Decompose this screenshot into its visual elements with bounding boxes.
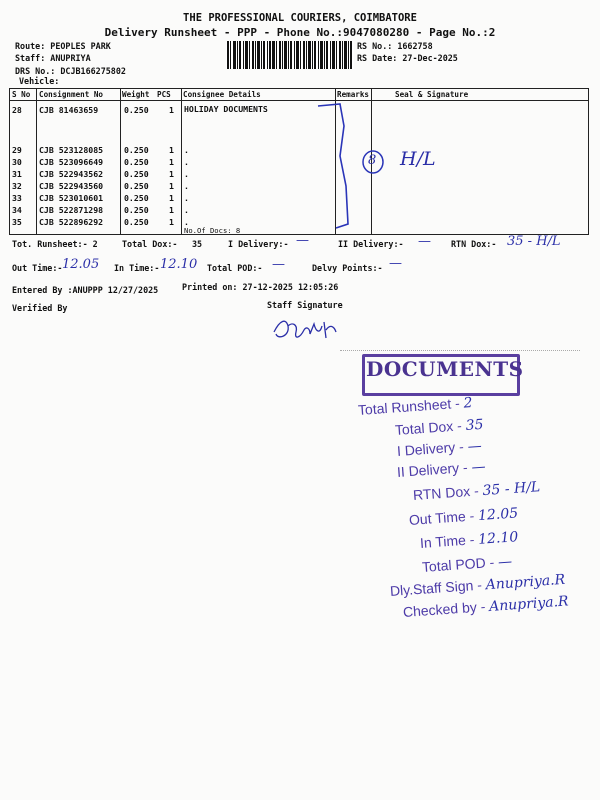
row-weight: 0.250 bbox=[124, 193, 149, 203]
row-sno: 32 bbox=[12, 181, 22, 191]
row-consignment: CJB 522943562 bbox=[39, 169, 104, 179]
rs-date: RS Date: 27-Dec-2025 bbox=[357, 53, 458, 63]
row-sno: 29 bbox=[12, 145, 22, 155]
stamp-label: Out Time - bbox=[408, 507, 475, 528]
consignment-table bbox=[9, 88, 589, 235]
tot-runsheet: Tot. Runsheet:- 2 bbox=[12, 239, 98, 249]
row-pcs: 1 bbox=[169, 217, 174, 227]
total-pod-value: — bbox=[272, 257, 285, 272]
row-consignment: CJB 522871298 bbox=[39, 205, 104, 215]
rs-number: RS No.: 1662758 bbox=[357, 41, 433, 51]
row-consignment: CJB 522943560 bbox=[39, 181, 104, 191]
stamp-label: RTN Dox - bbox=[412, 482, 480, 503]
row-pcs: 1 bbox=[169, 205, 174, 215]
runsheet-subtitle: Delivery Runsheet - PPP - Phone No.:9047080280 - Page No.:2 bbox=[104, 26, 496, 39]
ii-delivery-label: II Delivery:- bbox=[338, 239, 404, 249]
barcode-image bbox=[226, 41, 354, 69]
stamp-total-dox bbox=[394, 416, 484, 439]
header-sno: S No bbox=[12, 90, 31, 99]
rtn-dox-label: RTN Dox:- bbox=[451, 239, 497, 249]
verified-by: Verified By bbox=[12, 303, 68, 313]
total-dox-label: Total Dox:- bbox=[122, 239, 178, 249]
row-pcs: 1 bbox=[169, 105, 174, 115]
header-consignment: Consignment No bbox=[39, 90, 104, 99]
total-dox-value: 35 bbox=[192, 239, 203, 249]
row-pcs: 1 bbox=[169, 157, 174, 167]
stamp-in-time bbox=[419, 528, 518, 552]
stamp-i-delivery bbox=[396, 437, 482, 460]
stamp-value: Anupriya.R bbox=[485, 571, 566, 594]
route-label: Route: PEOPLES PARK bbox=[15, 41, 111, 51]
i-delivery-value: — bbox=[296, 233, 309, 248]
out-time-value: 12.05 bbox=[62, 257, 100, 272]
stamp-value: — bbox=[497, 553, 513, 571]
stamp-label: Total Runsheet - bbox=[357, 394, 461, 418]
in-time-label: In Time:- bbox=[114, 263, 160, 273]
delvy-points-value: — bbox=[389, 256, 402, 271]
row-consignment: CJB 523096649 bbox=[39, 157, 104, 167]
row-pcs: 1 bbox=[169, 145, 174, 155]
stamp-value: — bbox=[470, 458, 487, 476]
row-sno: 33 bbox=[12, 193, 22, 203]
stamp-total-pod bbox=[421, 553, 512, 576]
stamp-label: Checked by - bbox=[402, 598, 486, 620]
stamp-out-time bbox=[408, 504, 518, 529]
stamp-value: 12.10 bbox=[477, 529, 519, 548]
stamp-total-runsheet bbox=[357, 394, 473, 419]
printed-on: Printed on: 27-12-2025 12:05:26 bbox=[182, 282, 339, 292]
row-details: . bbox=[184, 169, 189, 179]
out-time-label: Out Time:- bbox=[12, 263, 63, 273]
staff-signature-image bbox=[270, 312, 350, 348]
stamp-label: Total POD - bbox=[421, 553, 495, 575]
row-weight: 0.250 bbox=[124, 205, 149, 215]
stamp-value: 12.05 bbox=[477, 505, 519, 525]
stamp-value: 35 - H/L bbox=[482, 479, 541, 500]
row-sno: 34 bbox=[12, 205, 22, 215]
stamp-value: 2 bbox=[463, 395, 474, 412]
header-remarks: Remarks bbox=[337, 90, 370, 99]
drs-number: DRS No.: DCJB166275802 bbox=[15, 66, 126, 76]
documents-stamp-title: DOCUMENTS bbox=[366, 357, 524, 381]
row-sno: 30 bbox=[12, 157, 22, 167]
row-consignment: CJB 523010601 bbox=[39, 193, 104, 203]
header-weight: Weight bbox=[122, 90, 150, 99]
row-details: HOLIDAY DOCUMENTS bbox=[184, 104, 268, 114]
row-details: . bbox=[184, 181, 189, 191]
row-weight: 0.250 bbox=[124, 217, 149, 227]
staff-signature-label: Staff Signature bbox=[267, 300, 343, 310]
stamp-guide-line bbox=[340, 350, 580, 351]
stamp-label: Dly.Staff Sign - bbox=[389, 576, 483, 599]
row-sno: 31 bbox=[12, 169, 22, 179]
stamp-value: 35 bbox=[465, 416, 485, 435]
in-time-value: 12.10 bbox=[160, 257, 198, 272]
row-details: . bbox=[184, 145, 189, 155]
row-consignment: CJB 522896292 bbox=[39, 217, 104, 227]
rtn-dox-value: 35 - H/L bbox=[507, 234, 561, 249]
row-details: . bbox=[184, 157, 189, 167]
row-weight: 0.250 bbox=[124, 145, 149, 155]
remark-hl: H/L bbox=[400, 148, 436, 170]
stamp-label: II Delivery - bbox=[396, 459, 469, 480]
header-consignee: Consignee Details bbox=[183, 90, 261, 99]
delvy-points-label: Delvy Points:- bbox=[312, 263, 383, 273]
row-weight: 0.250 bbox=[124, 105, 149, 115]
row-details: . bbox=[184, 205, 189, 215]
stamp-label: Total Dox - bbox=[394, 417, 463, 438]
header-seal-signature: Seal & Signature bbox=[395, 90, 469, 99]
row-sno: 35 bbox=[12, 217, 22, 227]
row-pcs: 1 bbox=[169, 181, 174, 191]
header-pcs: PCS bbox=[157, 90, 171, 99]
stamp-ii-delivery bbox=[396, 458, 486, 481]
stamp-label: I Delivery - bbox=[396, 438, 465, 459]
total-pod-label: Total POD:- bbox=[207, 263, 263, 273]
row-weight: 0.250 bbox=[124, 157, 149, 167]
row-pcs: 1 bbox=[169, 169, 174, 179]
row-details: . bbox=[184, 193, 189, 203]
stamp-rtn-dox bbox=[412, 478, 540, 504]
row-weight: 0.250 bbox=[124, 169, 149, 179]
entered-by: Entered By :ANUPPP 12/27/2025 bbox=[12, 285, 159, 295]
row-consignment: CJB 523128085 bbox=[39, 145, 104, 155]
company-title: THE PROFESSIONAL COURIERS, COIMBATORE bbox=[183, 12, 417, 24]
row-sno: 28 bbox=[12, 105, 22, 115]
i-delivery-label: I Delivery:- bbox=[228, 239, 289, 249]
row-consignment: CJB 81463659 bbox=[39, 105, 99, 115]
ii-delivery-value: — bbox=[418, 234, 431, 249]
no-of-docs: No.Of Docs: 8 bbox=[184, 226, 241, 235]
vehicle-label: Vehicle: bbox=[19, 76, 60, 86]
stamp-value: — bbox=[467, 438, 483, 456]
stamp-label: In Time - bbox=[419, 531, 475, 551]
remark-count: 8 bbox=[368, 153, 377, 168]
row-details: . bbox=[184, 217, 189, 227]
stamp-value: Anupriya.R bbox=[488, 593, 570, 615]
row-weight: 0.250 bbox=[124, 181, 149, 191]
row-pcs: 1 bbox=[169, 193, 174, 203]
staff-label: Staff: ANUPRIYA bbox=[15, 53, 91, 63]
